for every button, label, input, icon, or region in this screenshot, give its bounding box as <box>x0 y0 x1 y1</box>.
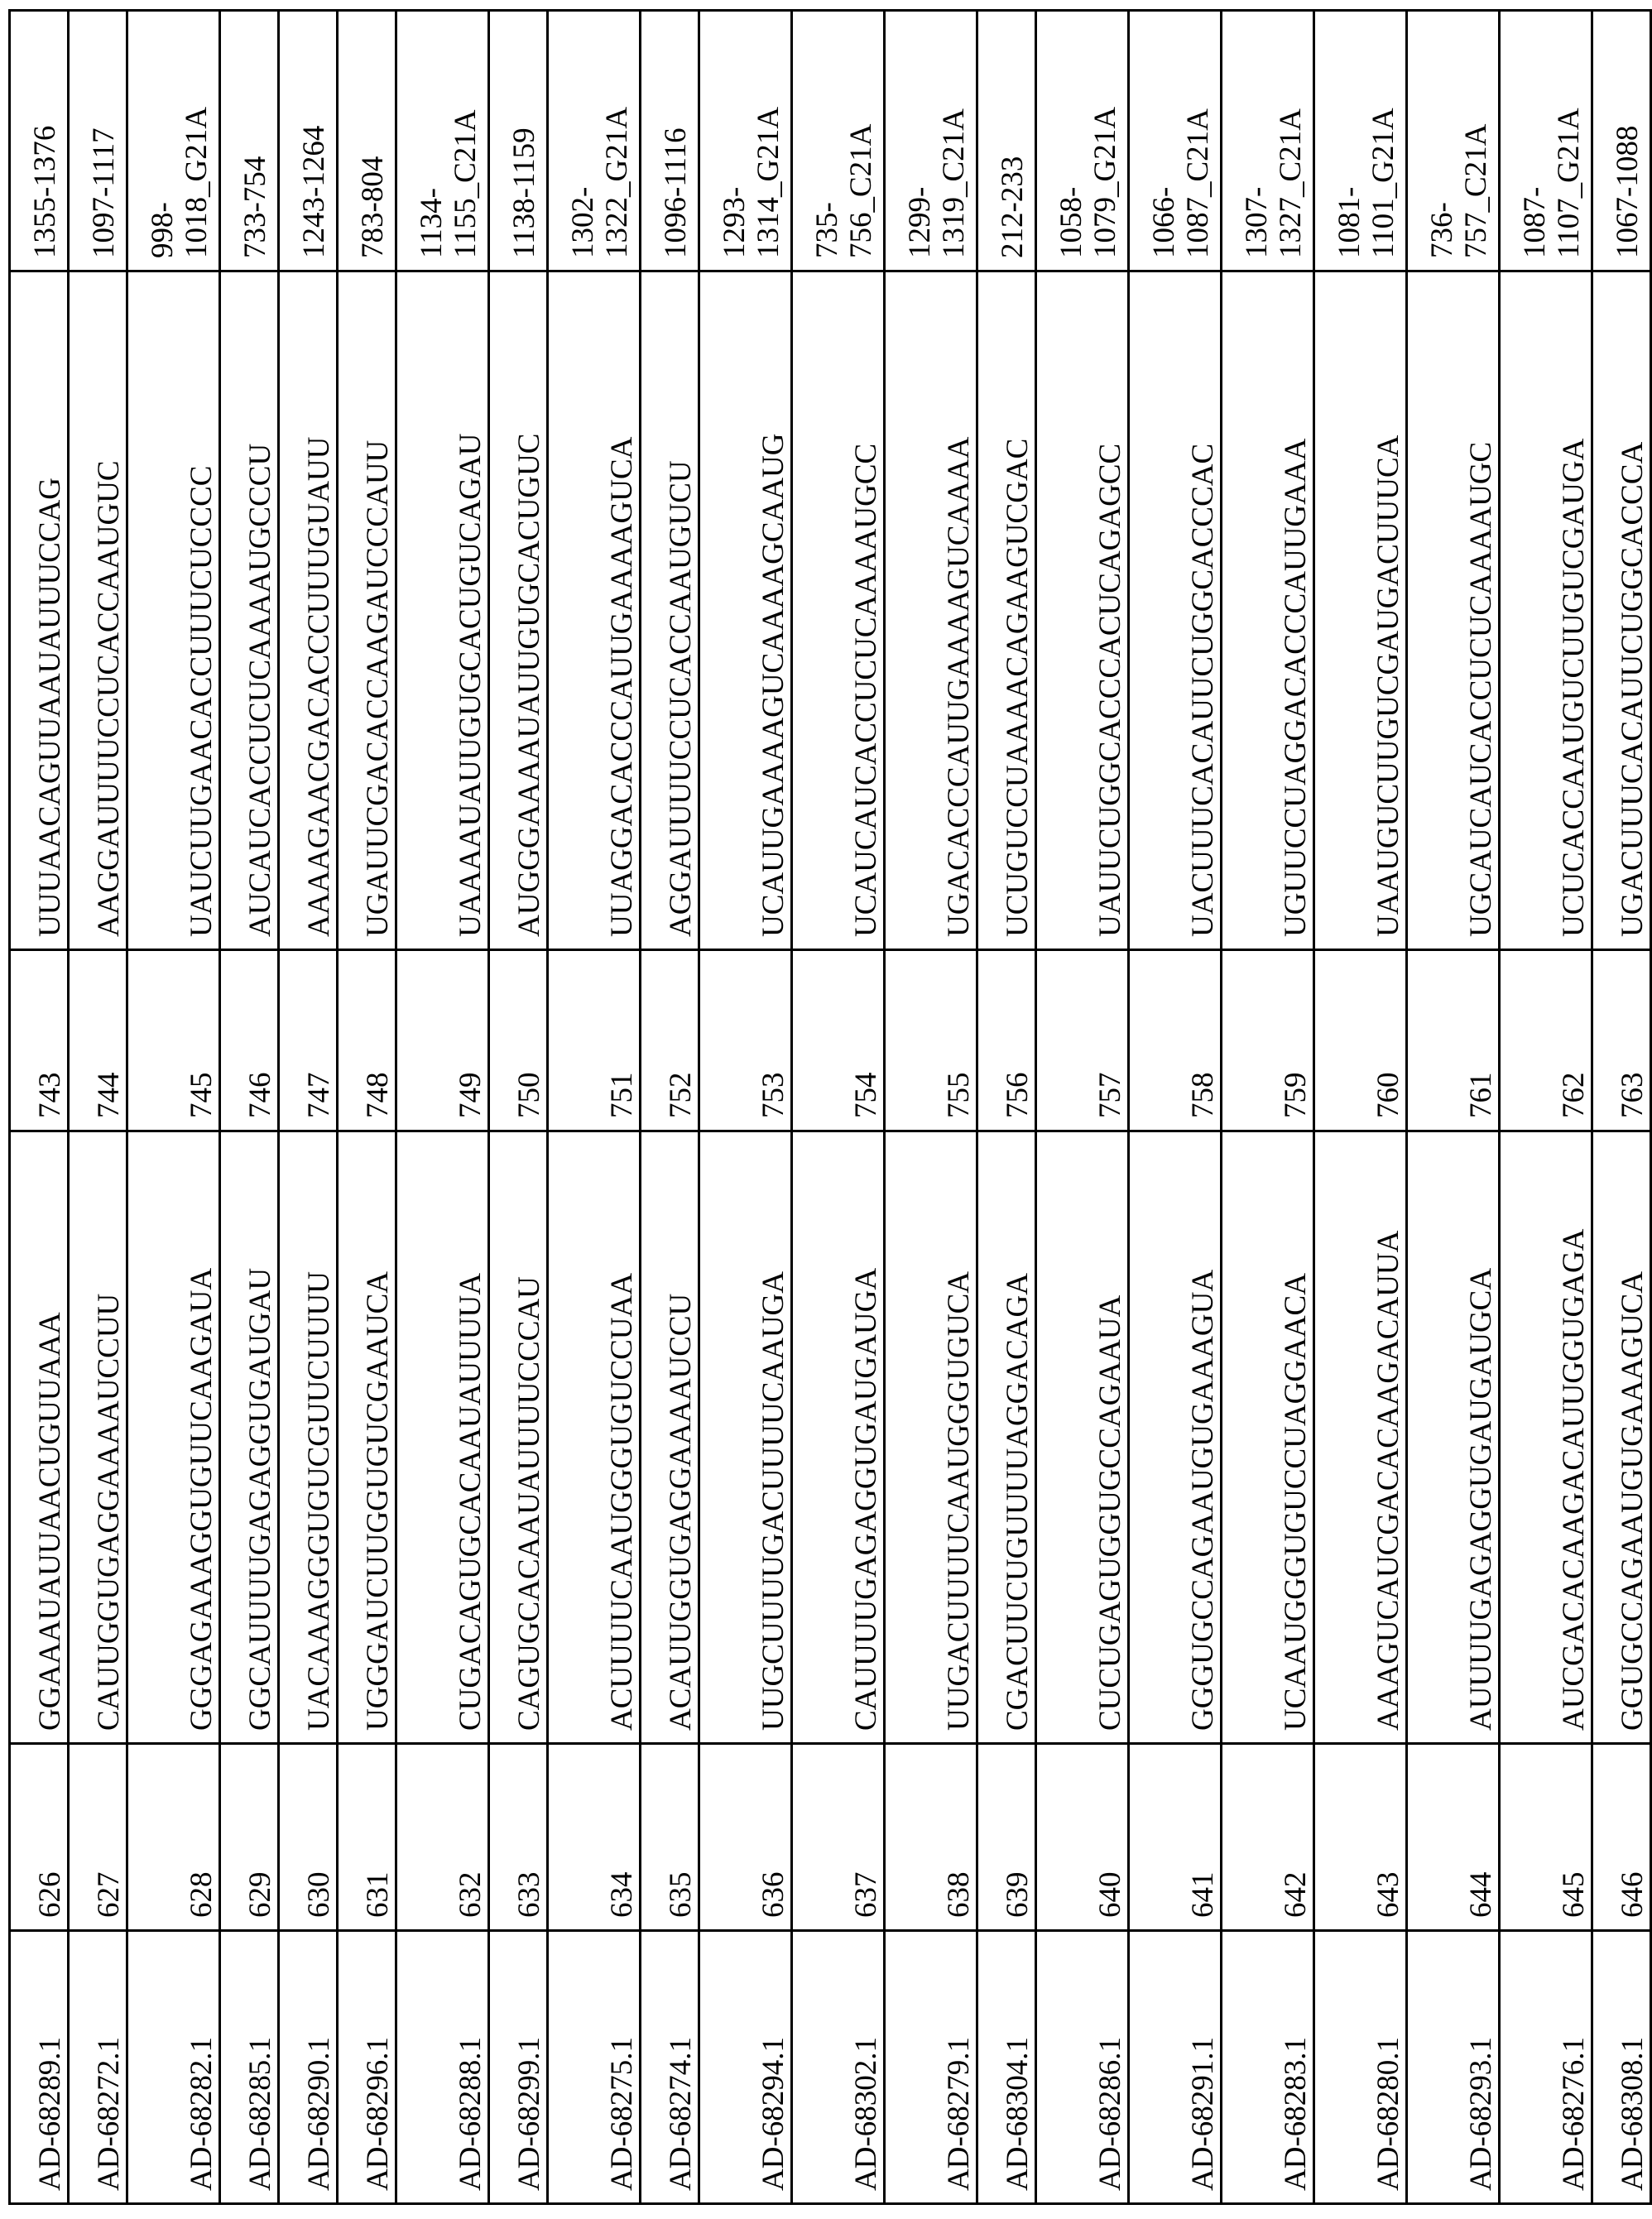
antisense-seq-id-cell <box>548 950 641 1131</box>
duplex-id-cell <box>977 1931 1036 2204</box>
target-range-cell <box>279 11 338 271</box>
antisense-seq-id: 755 <box>942 1072 976 1118</box>
sense-sequence: GGCAUUUUGAGAGGUGAUGAU <box>243 1267 277 1731</box>
target-range-text: 733-754 <box>238 156 272 258</box>
target-range-text: 1087_C21A <box>1181 108 1215 258</box>
sense-seq-id-cell <box>69 1744 127 1931</box>
duplex-id-cell <box>1036 1931 1129 2204</box>
duplex-id: AD-68285.1 <box>243 2036 277 2191</box>
duplex-id: AD-68280.1 <box>1371 2036 1405 2191</box>
duplex-id: AD-68282.1 <box>185 2036 219 2191</box>
antisense-seq-id: 746 <box>243 1072 277 1118</box>
target-range-cell <box>69 11 127 271</box>
sense-sequence: ACUUUUCAAUGGGUGUCCUAA <box>605 1273 639 1731</box>
antisense-seq-id-cell <box>1129 950 1222 1131</box>
target-range-text: 998- <box>146 202 180 258</box>
antisense-sequence: UACUUUCACAUUCUGGCACCCAC <box>1186 443 1220 937</box>
antisense-seq-id-cell <box>792 950 885 1131</box>
antisense-sequence: AAAAGAACGACACCCUUUGUAUU <box>302 436 336 937</box>
antisense-seq-id-cell <box>279 950 338 1131</box>
table-row-AD-68304.1 <box>977 11 1036 2204</box>
antisense-sequence: UUAGGACACCCAUUGAAAAGUCA <box>605 436 639 937</box>
duplex-id: AD-68304.1 <box>1001 2036 1035 2191</box>
sense-sequence-cell <box>548 1131 641 1744</box>
antisense-seq-id: 763 <box>1616 1072 1650 1118</box>
antisense-sequence: AGGAUUUUCCUCACCAAUGUCU <box>664 460 698 937</box>
target-range-cell <box>1222 11 1314 271</box>
target-range-text: 1319_C21A <box>937 108 971 258</box>
table-row-AD-68283.1 <box>1222 11 1314 2204</box>
sense-sequence-cell <box>1129 1131 1222 1744</box>
antisense-seq-id-cell <box>396 950 489 1131</box>
sense-seq-id-cell <box>641 1744 699 1931</box>
duplex-id: AD-68293.1 <box>1464 2036 1498 2191</box>
antisense-seq-id: 756 <box>1001 1072 1035 1118</box>
antisense-sequence: UGACUUUCACAUUCUGGCACCCA <box>1616 441 1650 937</box>
target-range-cell <box>1036 11 1129 271</box>
sense-sequence: GGGUGCCAGAAUGUGAAAGUA <box>1186 1269 1220 1731</box>
sense-sequence: UUGCUUUUGACUUUUCAAUGA <box>756 1271 790 1731</box>
sense-sequence-cell <box>1036 1131 1129 1744</box>
target-range-text: 783-804 <box>356 156 390 258</box>
table-row-AD-68294.1 <box>699 11 792 2204</box>
target-range-cell <box>699 11 792 271</box>
antisense-seq-id: 762 <box>1557 1072 1591 1118</box>
sense-seq-id: 644 <box>1464 1871 1498 1918</box>
duplex-id-cell <box>338 1931 396 2204</box>
target-range-cell <box>1129 11 1222 271</box>
antisense-sequence-cell <box>1129 271 1222 950</box>
sense-seq-id-cell <box>396 1744 489 1931</box>
table-row-AD-68279.1 <box>885 11 977 2204</box>
target-range-text: 756_C21A <box>844 123 878 258</box>
antisense-seq-id-cell <box>641 950 699 1131</box>
sense-sequence-cell <box>1222 1131 1314 1744</box>
table-row-AD-68275.1 <box>548 11 641 2204</box>
sense-seq-id: 645 <box>1557 1871 1591 1918</box>
sense-sequence: GGUGCCAGAAUGUGAAAGUCA <box>1616 1271 1650 1731</box>
table-row-AD-68289.1 <box>10 11 69 2204</box>
sense-sequence: CAUUUUGAGAGGUGAUGAUGA <box>849 1267 883 1731</box>
sense-sequence: UCAAUGGGUGUCCUAGGAACA <box>1279 1273 1313 1731</box>
target-range-text: 1307- <box>1240 186 1274 258</box>
sense-seq-id-cell <box>885 1744 977 1931</box>
antisense-seq-id-cell <box>1500 950 1592 1131</box>
antisense-seq-id-cell <box>338 950 396 1131</box>
duplex-id: AD-68290.1 <box>302 2036 336 2191</box>
antisense-sequence-cell <box>127 271 220 950</box>
antisense-sequence: UUUAACAGUUAAUAUUUCCAG <box>33 478 67 937</box>
antisense-sequence: UAAUGUCUUGUCGAUGACUUUCA <box>1371 435 1405 937</box>
target-range-text: 1067-1088 <box>1611 125 1645 258</box>
antisense-sequence: UCUGUCCUAAAACAGAAGUCGAC <box>1001 438 1035 937</box>
sense-seq-id: 636 <box>756 1871 790 1918</box>
sense-sequence-cell <box>279 1131 338 1744</box>
sense-sequence: UUGACUUUUCAAUGGGUGUCA <box>942 1271 976 1731</box>
duplex-id: AD-68272.1 <box>92 2036 126 2191</box>
antisense-seq-id-cell <box>1036 950 1129 1131</box>
sense-seq-id-cell <box>1036 1744 1129 1931</box>
sense-seq-id: 627 <box>92 1871 126 1918</box>
sense-sequence-cell <box>127 1131 220 1744</box>
target-range-text: 735- <box>810 202 844 258</box>
antisense-sequence-cell <box>641 271 699 950</box>
sirna-duplex-sequence-table <box>8 9 1652 2205</box>
sense-seq-id: 641 <box>1186 1871 1220 1918</box>
antisense-sequence-cell <box>1500 271 1592 950</box>
target-range-text: 1355-1376 <box>28 125 62 258</box>
antisense-seq-id: 753 <box>756 1072 790 1118</box>
antisense-sequence-cell <box>699 271 792 950</box>
table-row-AD-68285.1 <box>220 11 279 2204</box>
target-range-cell <box>220 11 279 271</box>
antisense-seq-id: 745 <box>185 1072 219 1118</box>
antisense-seq-id-cell <box>1407 950 1500 1131</box>
antisense-sequence-cell <box>1592 271 1651 950</box>
sense-seq-id-cell <box>792 1744 885 1931</box>
table-row-AD-68290.1 <box>279 11 338 2204</box>
antisense-sequence: AUGGGAAAAUAUUGUGCACUGUC <box>512 433 546 937</box>
sense-sequence: AUCGACACAAGACAUUGGUGAGA <box>1557 1228 1591 1731</box>
antisense-seq-id: 751 <box>605 1072 639 1118</box>
antisense-sequence-cell <box>1222 271 1314 950</box>
target-range-text: 212-233 <box>996 156 1030 258</box>
antisense-sequence-cell <box>548 271 641 950</box>
antisense-seq-id: 759 <box>1279 1072 1313 1118</box>
sense-sequence: CUCUGAGUGGUGCCAGAAUA <box>1093 1294 1127 1731</box>
target-range-cell <box>977 11 1036 271</box>
sense-seq-id-cell <box>338 1744 396 1931</box>
antisense-sequence-cell <box>1407 271 1500 950</box>
duplex-id-cell <box>792 1931 885 2204</box>
target-range-cell <box>792 11 885 271</box>
target-range-cell <box>1592 11 1651 271</box>
antisense-seq-id: 754 <box>849 1072 883 1118</box>
sense-sequence-cell <box>1500 1131 1592 1744</box>
sense-seq-id-cell <box>977 1744 1036 1931</box>
sense-seq-id: 637 <box>849 1871 883 1918</box>
sense-sequence-cell <box>338 1131 396 1744</box>
sense-seq-id-cell <box>1129 1744 1222 1931</box>
sense-sequence: UACAAAGGGUGUCGUUCUUUU <box>302 1271 336 1731</box>
antisense-sequence: UAAAAUAUUGUGCACUGUCAGAU <box>454 433 487 937</box>
sense-seq-id-cell <box>699 1744 792 1931</box>
duplex-id: AD-68276.1 <box>1557 2036 1591 2191</box>
duplex-id-cell <box>10 1931 69 2204</box>
target-range-text: 1314_G21A <box>752 107 785 258</box>
sense-seq-id-cell <box>548 1744 641 1931</box>
duplex-id: AD-68283.1 <box>1279 2036 1313 2191</box>
antisense-sequence: UGCAUCAUCACCUCUCAAAAUGC <box>1464 441 1498 937</box>
sense-sequence-cell <box>699 1131 792 1744</box>
sense-sequence: GGGAGAAAGGUGUUCAAGAUA <box>185 1267 219 1731</box>
target-range-cell <box>1314 11 1407 271</box>
antisense-seq-id: 761 <box>1464 1072 1498 1118</box>
sense-seq-id: 646 <box>1616 1871 1650 1918</box>
table-row-AD-68282.1 <box>127 11 220 2204</box>
sense-seq-id: 630 <box>302 1871 336 1918</box>
duplex-id-cell <box>396 1931 489 2204</box>
duplex-id-cell <box>1222 1931 1314 2204</box>
table-row-AD-68288.1 <box>396 11 489 2204</box>
sense-seq-id-cell <box>10 1744 69 1931</box>
duplex-id-cell <box>279 1931 338 2204</box>
table-row-AD-68276.1 <box>1500 11 1592 2204</box>
antisense-seq-id: 750 <box>512 1072 546 1118</box>
target-range-cell <box>548 11 641 271</box>
antisense-sequence: UCAUUGAAAAGUCAAAAGCAAUG <box>756 433 790 937</box>
antisense-sequence-cell <box>279 271 338 950</box>
antisense-sequence: UAUUCUGGCACCCACUCAGAGCC <box>1093 443 1127 937</box>
target-range-text: 1066- <box>1147 186 1181 258</box>
target-range-cell <box>489 11 548 271</box>
duplex-id-cell <box>641 1931 699 2204</box>
target-range-text: 1018_G21A <box>180 107 214 258</box>
antisense-seq-id-cell <box>69 950 127 1131</box>
antisense-seq-id-cell <box>10 950 69 1131</box>
duplex-id-cell <box>885 1931 977 2204</box>
duplex-id: AD-68275.1 <box>605 2036 639 2191</box>
duplex-id: AD-68302.1 <box>849 2036 883 2191</box>
antisense-sequence: UCUCACCAAUGUCUUGUCGAUGA <box>1557 438 1591 937</box>
sense-sequence-cell <box>220 1131 279 1744</box>
target-range-text: 1302- <box>566 186 600 258</box>
duplex-id-cell <box>1314 1931 1407 2204</box>
target-range-cell <box>127 11 220 271</box>
table-row-AD-68296.1 <box>338 11 396 2204</box>
table-row-AD-68272.1 <box>69 11 127 2204</box>
duplex-id: AD-68286.1 <box>1093 2036 1127 2191</box>
antisense-sequence: AAGGAUUUUCCUCACCAAUGUC <box>92 460 126 937</box>
antisense-seq-id-cell <box>489 950 548 1131</box>
target-range-text: 1101_G21A <box>1366 108 1400 258</box>
sense-sequence-cell <box>69 1131 127 1744</box>
sense-sequence: UGGGAUCUUGGUGUCGAAUCA <box>361 1271 395 1731</box>
sense-seq-id: 631 <box>361 1871 395 1918</box>
sense-sequence-cell <box>1407 1131 1500 1744</box>
antisense-seq-id: 747 <box>302 1072 336 1118</box>
sense-seq-id: 638 <box>942 1871 976 1918</box>
sense-seq-id-cell <box>279 1744 338 1931</box>
antisense-seq-id: 760 <box>1371 1072 1405 1118</box>
sense-sequence-cell <box>10 1131 69 1744</box>
duplex-id-cell <box>1500 1931 1592 2204</box>
sense-seq-id-cell <box>1222 1744 1314 1931</box>
duplex-id: AD-68294.1 <box>756 2036 790 2191</box>
antisense-seq-id: 748 <box>361 1072 395 1118</box>
sense-seq-id-cell <box>1592 1744 1651 1931</box>
sense-seq-id-cell <box>220 1744 279 1931</box>
sense-seq-id: 643 <box>1371 1871 1405 1918</box>
target-range-text: 1327_C21A <box>1274 108 1308 258</box>
target-range-text: 736- <box>1425 202 1459 258</box>
antisense-seq-id: 752 <box>664 1072 698 1118</box>
sense-sequence-cell <box>641 1131 699 1744</box>
duplex-id: AD-68291.1 <box>1186 2036 1220 2191</box>
duplex-id-cell <box>699 1931 792 2204</box>
duplex-id-cell <box>127 1931 220 2204</box>
sense-seq-id: 633 <box>512 1871 546 1918</box>
antisense-seq-id-cell <box>977 950 1036 1131</box>
target-range-text: 1243-1264 <box>297 125 331 258</box>
duplex-id-cell <box>69 1931 127 2204</box>
table-row-AD-68274.1 <box>641 11 699 2204</box>
sense-sequence: ACAUUGGUGAGGAAAAUCCU <box>664 1293 698 1731</box>
sense-sequence-cell <box>489 1131 548 1744</box>
antisense-seq-id-cell <box>220 950 279 1131</box>
target-range-cell <box>396 11 489 271</box>
target-range-cell <box>1500 11 1592 271</box>
target-range-cell <box>10 11 69 271</box>
table-row-AD-68293.1 <box>1407 11 1500 2204</box>
target-range-text: 1087- <box>1518 186 1552 258</box>
antisense-sequence-cell <box>977 271 1036 950</box>
duplex-id-cell <box>1592 1931 1651 2204</box>
antisense-seq-id: 758 <box>1186 1072 1220 1118</box>
sense-sequence-cell <box>977 1131 1036 1744</box>
antisense-sequence: AUCAUCACCUCUCAAAAUGCCCU <box>243 443 277 937</box>
sense-sequence: CAUUGGUGAGGAAAAUCCUU <box>92 1293 126 1731</box>
duplex-id: AD-68308.1 <box>1616 2036 1650 2191</box>
target-range-text: 1096-1116 <box>659 127 693 258</box>
sense-sequence: CAGUGCACAAUAUUUUCCCAU <box>512 1276 546 1731</box>
duplex-id: AD-68296.1 <box>361 2036 395 2191</box>
antisense-sequence-cell <box>396 271 489 950</box>
duplex-id-cell <box>220 1931 279 2204</box>
target-range-text: 1299- <box>903 186 937 258</box>
target-range-text: 1134- <box>415 188 449 258</box>
sense-seq-id-cell <box>1407 1744 1500 1931</box>
target-range-text: 1138-1159 <box>507 127 541 258</box>
target-range-text: 1293- <box>718 186 752 258</box>
sense-seq-id: 640 <box>1093 1871 1127 1918</box>
sense-seq-id-cell <box>1314 1744 1407 1931</box>
table-row-AD-68302.1 <box>792 11 885 2204</box>
antisense-sequence-cell <box>69 271 127 950</box>
sense-seq-id: 628 <box>185 1871 219 1918</box>
antisense-sequence-cell <box>220 271 279 950</box>
sense-seq-id: 639 <box>1001 1871 1035 1918</box>
antisense-sequence: UGAUUCGACACCAAGAUCCCAUU <box>361 439 395 937</box>
sense-seq-id: 635 <box>664 1871 698 1918</box>
antisense-seq-id-cell <box>1222 950 1314 1131</box>
sense-seq-id-cell <box>127 1744 220 1931</box>
antisense-seq-id: 749 <box>454 1072 487 1118</box>
antisense-sequence: UGUUCCUAGGACACCCAUUGAAA <box>1279 438 1313 937</box>
duplex-id: AD-68274.1 <box>664 2036 698 2191</box>
duplex-id: AD-68288.1 <box>454 2036 487 2191</box>
antisense-sequence-cell <box>1314 271 1407 950</box>
target-range-cell <box>885 11 977 271</box>
sense-sequence: CUGACAGUGCACAAUAUUUUA <box>454 1273 487 1731</box>
table-body <box>10 11 1651 2204</box>
sense-seq-id-cell <box>1500 1744 1592 1931</box>
antisense-seq-id-cell <box>885 950 977 1131</box>
sense-sequence: CGACUUCUGUUUUAGGACAGA <box>1001 1273 1035 1731</box>
sense-sequence-cell <box>792 1131 885 1744</box>
table-row-AD-68280.1 <box>1314 11 1407 2204</box>
duplex-id: AD-68299.1 <box>512 2036 546 2191</box>
target-range-cell <box>641 11 699 271</box>
sense-seq-id: 626 <box>33 1871 67 1918</box>
duplex-id-cell <box>1129 1931 1222 2204</box>
duplex-id: AD-68279.1 <box>942 2036 976 2191</box>
table-row-AD-68291.1 <box>1129 11 1222 2204</box>
sense-sequence: AUUUUGAGAGGUGAUGAUGCA <box>1464 1267 1498 1731</box>
table-row-AD-68308.1 <box>1592 11 1651 2204</box>
antisense-seq-id-cell <box>127 950 220 1131</box>
antisense-sequence-cell <box>489 271 548 950</box>
duplex-id-cell <box>1407 1931 1500 2204</box>
sense-sequence-cell <box>1314 1131 1407 1744</box>
antisense-sequence: UGACACCCAUUGAAAAGUCAAAA <box>942 436 976 937</box>
sense-seq-id: 632 <box>454 1871 487 1918</box>
duplex-id-cell <box>548 1931 641 2204</box>
antisense-sequence: UCAUCAUCACCUCUCAAAAUGCC <box>849 443 883 937</box>
target-range-text: 1079_G21A <box>1088 107 1122 258</box>
target-range-text: 1058- <box>1054 186 1088 258</box>
sense-sequence-cell <box>885 1131 977 1744</box>
target-range-text: 1107_G21A <box>1552 108 1586 258</box>
antisense-seq-id: 757 <box>1093 1072 1127 1118</box>
sense-seq-id: 629 <box>243 1871 277 1918</box>
antisense-sequence-cell <box>885 271 977 950</box>
sense-seq-id: 634 <box>605 1871 639 1918</box>
antisense-sequence-cell <box>338 271 396 950</box>
target-range-cell <box>1407 11 1500 271</box>
target-range-text: 1097-1117 <box>87 127 121 258</box>
table-row-AD-68299.1 <box>489 11 548 2204</box>
antisense-seq-id-cell <box>1314 950 1407 1131</box>
antisense-seq-id-cell <box>699 950 792 1131</box>
duplex-id-cell <box>489 1931 548 2204</box>
antisense-seq-id: 744 <box>92 1072 126 1118</box>
antisense-sequence-cell <box>1036 271 1129 950</box>
sequence-table-container <box>8 12 1650 2205</box>
rotated-page <box>8 12 1650 2205</box>
sense-seq-id-cell <box>489 1744 548 1931</box>
antisense-seq-id: 743 <box>33 1072 67 1118</box>
sense-sequence: AAAGUCAUCGACACAAGACAUUA <box>1371 1230 1405 1731</box>
antisense-sequence-cell <box>792 271 885 950</box>
sense-sequence-cell <box>1592 1131 1651 1744</box>
target-range-text: 1155_C21A <box>449 109 483 258</box>
target-range-cell <box>338 11 396 271</box>
antisense-sequence: UAUCUUGAACACCUUUCUCCCC <box>185 465 219 937</box>
sense-sequence-cell <box>396 1131 489 1744</box>
target-range-text: 757_C21A <box>1459 123 1493 258</box>
target-range-text: 1081- <box>1333 186 1366 258</box>
target-range-text: 1322_G21A <box>600 107 634 258</box>
table-row-AD-68286.1 <box>1036 11 1129 2204</box>
sense-sequence: GGAAAUAUUAACUGUUAAA <box>33 1312 67 1731</box>
sense-seq-id: 642 <box>1279 1871 1313 1918</box>
antisense-seq-id-cell <box>1592 950 1651 1131</box>
antisense-sequence-cell <box>10 271 69 950</box>
duplex-id: AD-68289.1 <box>33 2036 67 2191</box>
